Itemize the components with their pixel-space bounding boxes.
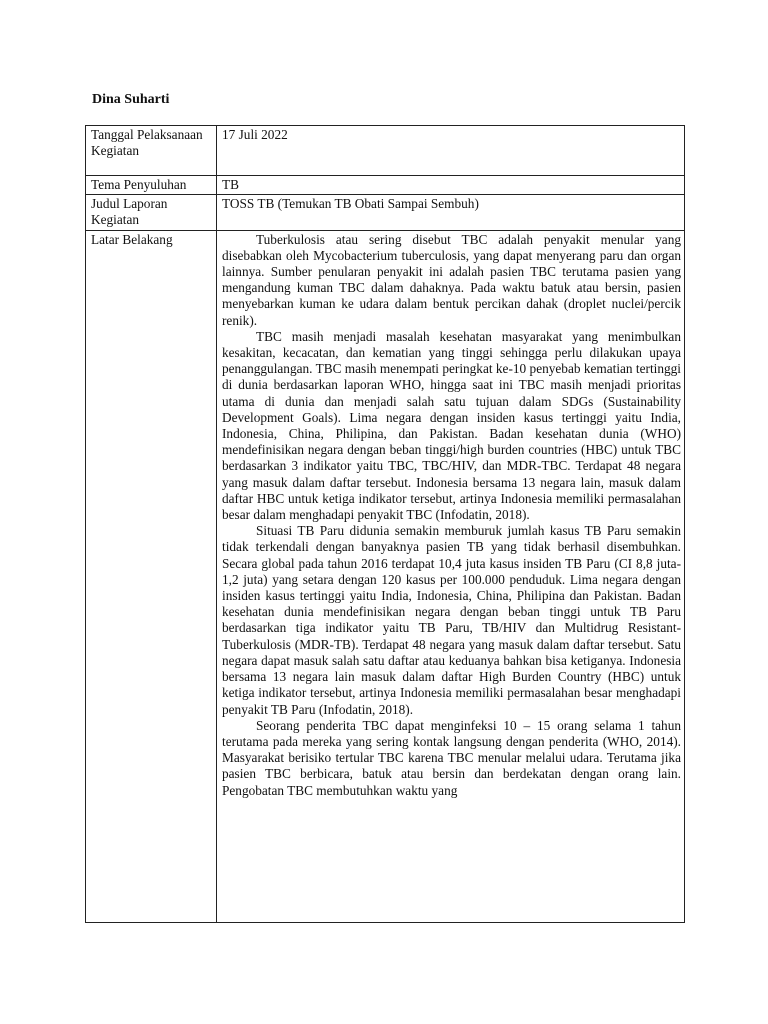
paragraph-3: Situasi TB Paru didunia semakin memburuk jumlah kasus TB Paru semakin tidak terkendali dengan banyaknya pasien TB yang tidak berhasil disembuhkan. Secara global pada tahun 2016 terdapat 10,4 juta kasus insiden TB Paru (CI 8,8 juta-1,2 juta) yang setara dengan 120 kasus per 100.000 penduduk. Lima negara dengan insiden kasus tertinggi yaitu India, Indonesia, China, Philipina dan Pakistan. Badan kesehatan dunia mendefinisikan negara dengan beban tinggi untuk TB Paru berdasarkan tiga indikator yaitu TB Paru, TB/HIV dan Multidrug Resistant-Tuberkulosis (MDR-TB). Terdapat 48 negara yang masuk dalam daftar tersebut. Satu negara dapat masuk salah satu daftar atau keduanya bahkan bisa ketiganya. Indonesia bersama 13 negara lain masuk dalam daftar High Burden Country (HBC) untuk ketiga indikator tersebut, artinya Indonesia memiliki permasalahan besar menghadapi penyakit TB Paru (Infodatin, 2018). bbox=[222, 523, 681, 717]
row-value-tanggal: 17 Juli 2022 bbox=[217, 126, 685, 176]
author-name: Dina Suharti bbox=[92, 92, 170, 107]
row-label-tema: Tema Penyuluhan bbox=[86, 176, 217, 195]
row-value-tema: TB bbox=[217, 176, 685, 195]
paragraph-2: TBC masih menjadi masalah kesehatan masyarakat yang menimbulkan kesakitan, kecacatan, dan kematian yang tinggi sehingga perlu dilakukan upaya penanggulangan. TBC masih menempati peringkat ke-10 penyebab kematian tertinggi di dunia berdasarkan laporan WHO, hingga saat ini TBC masih menjadi prioritas utama di dunia dan menjadi salah satu tujuan dalam SDGs (Sustainability Development Goals). Lima negara dengan insiden kasus tertinggi yaitu India, Indonesia, China, Philipina, dan Pakistan. Badan kesehatan dunia (WHO) mendefinisikan negara dengan beban tinggi/high burden countries (HBC) untuk TBC berdasarkan 3 indikator yaitu TBC, TBC/HIV, dan MDR-TBC. Terdapat 48 negara yang masuk dalam daftar tersebut. Indonesia bersama 13 negara lain, masuk dalam daftar HBC untuk ketiga indikator tersebut, artinya Indonesia memiliki permasalahan besar dalam menghadapi penyakit TBC (Infodatin, 2018). bbox=[222, 328, 681, 523]
table-row bbox=[86, 126, 685, 176]
table-row bbox=[86, 195, 685, 230]
paragraph-4: Seorang penderita TBC dapat menginfeksi 10 – 15 orang selama 1 tahun terutama pada mereka yang sering kontak langsung dengan penderita (WHO, 2014). Masyarakat berisiko tertular TBC karena TBC menular melalui udara. Terutama jika pasien TBC berbicara, batuk atau bersin dan berdekatan dengan orang lain. Pengobatan TBC membutuhkan waktu yang bbox=[222, 717, 681, 798]
report-table bbox=[85, 125, 685, 923]
row-label-tanggal: Tanggal Pelaksanaan Kegiatan bbox=[86, 126, 217, 176]
row-label-latar-belakang: Latar Belakang bbox=[86, 230, 217, 922]
row-value-judul: TOSS TB (Temukan TB Obati Sampai Sembuh) bbox=[217, 195, 685, 230]
row-label-judul: Judul Laporan Kegiatan bbox=[86, 195, 217, 230]
latar-belakang-content bbox=[217, 230, 685, 922]
paragraph-1: Tuberkulosis atau sering disebut TBC adalah penyakit menular yang disebabkan oleh Mycobacterium tuberculosis, yang dapat menyerang paru dan organ lainnya. Sumber penularan penyakit ini adalah pasien TBC terutama pasien yang mengandung kuman TBC dalam dahaknya. Pada waktu batuk atau bersin, pasien menyebarkan kuman ke udara dalam bentuk percikan dahak (droplet nuclei/percik renik). bbox=[222, 231, 681, 328]
table-row bbox=[86, 176, 685, 195]
table-row bbox=[86, 230, 685, 922]
